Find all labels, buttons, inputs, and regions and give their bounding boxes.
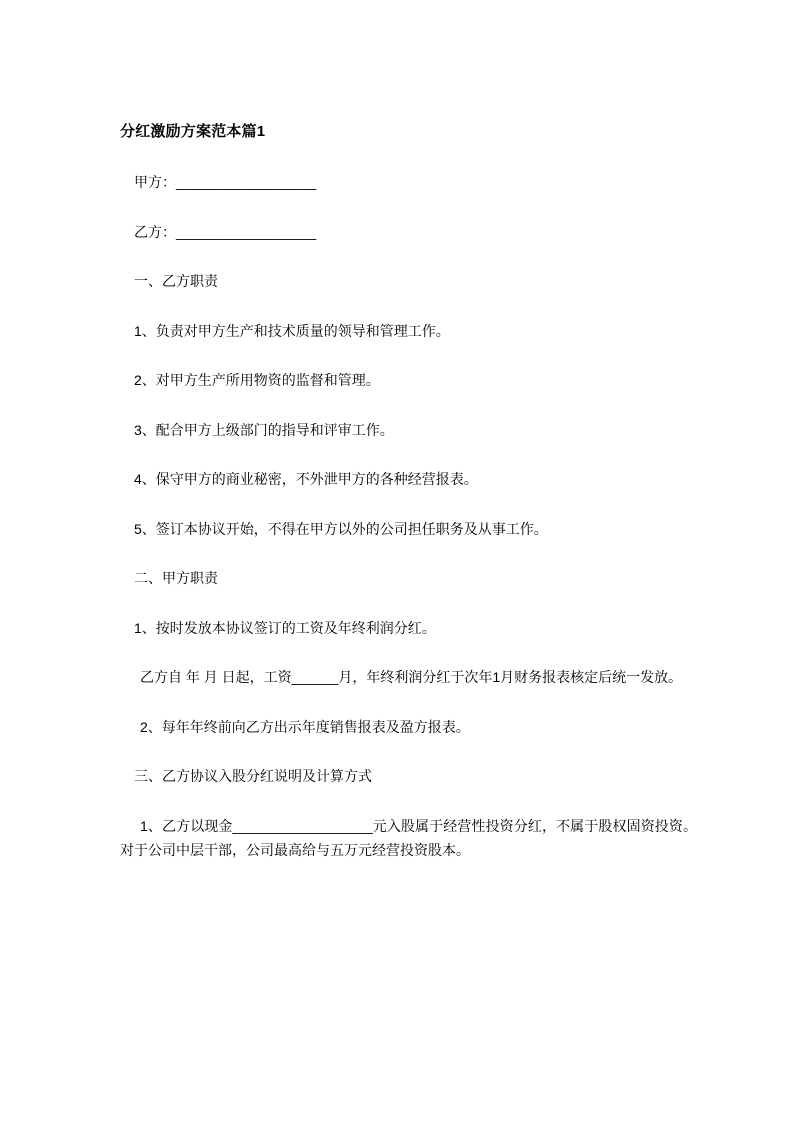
paragraph-item-3-1: 1、乙方以现金__________________元入股属于经营性投资分红，不属于股权固资投资。对于公司中层干部，公司最高给与五万元经营投资股本。	[120, 817, 697, 858]
paragraph-party-a: 甲方：__________________	[134, 174, 317, 190]
paragraph-item-1-2: 2、对甲方生产所用物资的监督和管理。	[134, 372, 380, 388]
paragraph-item-1-4: 4、保守甲方的商业秘密，不外泄甲方的各种经营报表。	[134, 471, 478, 487]
heading-section-two: 二、甲方职责	[134, 570, 218, 586]
paragraph-party-b: 乙方：__________________	[134, 223, 317, 240]
paragraph-item-1-5: 5、签订本协议开始，不得在甲方以外的公司担任职务及从事工作。	[134, 520, 548, 537]
paragraph-item-2-1-detail: 乙方自 年 月 日起，工资______月，年终利润分红于次年1月财务报表核定后统一发放。	[140, 669, 683, 685]
paragraph-item-2-1: 1、按时发放本协议签订的工资及年终利润分红。	[134, 619, 436, 636]
heading-section-three: 三、乙方协议入股分红说明及计算方式	[134, 768, 372, 784]
page-title: 分红激励方案范本篇1	[120, 123, 266, 140]
paragraph-item-1-3: 3、配合甲方上级部门的指导和评审工作。	[134, 421, 394, 438]
heading-section-one: 一、乙方职责	[134, 273, 218, 289]
paragraph-item-1-1: 1、负责对甲方生产和技术质量的领导和管理工作。	[134, 322, 450, 339]
paragraph-item-2-2: 2、每年年终前向乙方出示年度销售报表及盈方报表。	[140, 718, 470, 735]
